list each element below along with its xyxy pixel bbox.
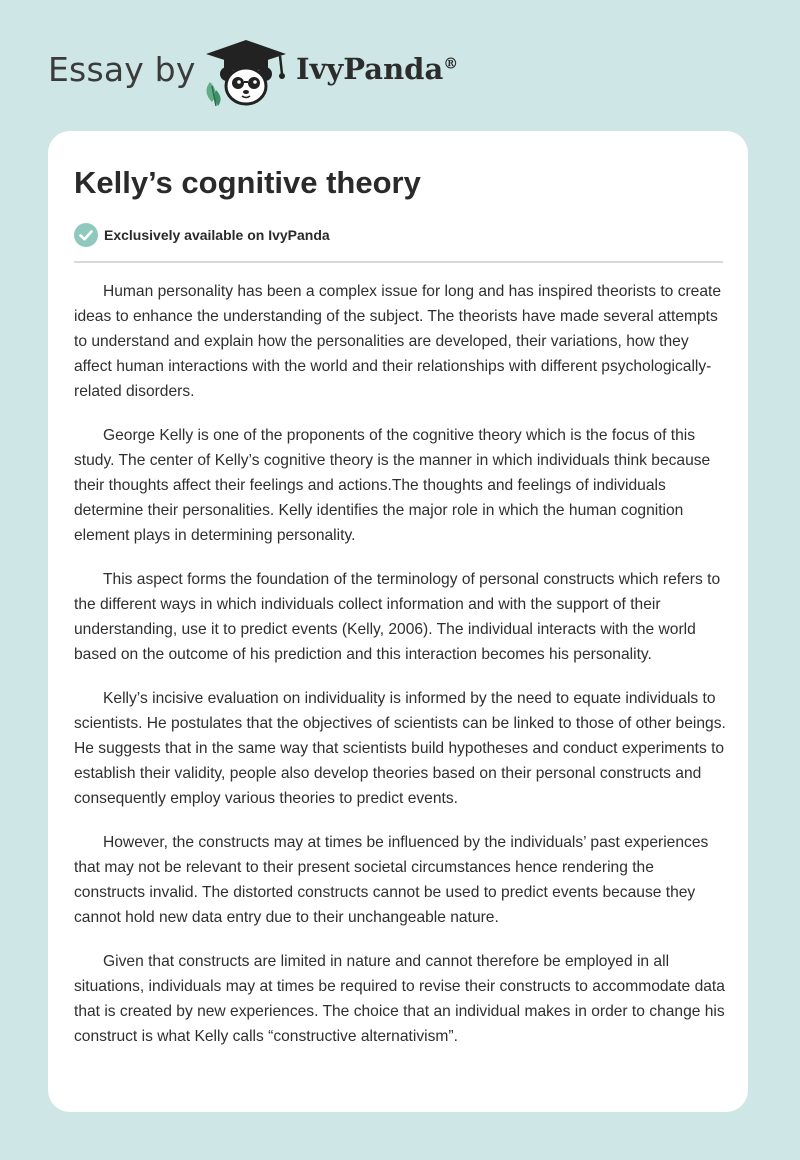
essay-by-label: Essay by	[48, 50, 196, 89]
paragraph: Kelly’s incisive evaluation on individuality is informed by the need to equate individuals to scientists. He postulates that the objectives of scientists can be linked to those of other beings. He suggests that in the same way that scientists build hypotheses and conduct experiments to establish their validity, people also develop theories based on their personal constructs and consequently employ various theories to predict events.	[74, 690, 726, 807]
check-circle-icon	[74, 223, 98, 247]
paragraph: Given that constructs are limited in nature and cannot therefore be employed in all situations, individuals may at times be required to revise their constructs to accommodate data that is created by new experiences. The choice that an individual makes in order to change his construct is what Kelly calls “constructive alternativism”.	[74, 953, 725, 1045]
paragraph: George Kelly is one of the proponents of the cognitive theory which is the focus of this study. The center of Kelly’s cognitive theory is the manner in which individuals think because their thoughts affect their feelings and actions.The thoughts and feelings of individuals determine their personalities. Kelly identifies the major role in which the human cognition element plays in determining personality.	[74, 427, 711, 544]
paragraph: This aspect forms the foundation of the terminology of personal constructs which refers to the different ways in which individuals collect information and with the support of their understanding, use it to predict events (Kelly, 2006). The individual interacts with the world based on the outcome of his prediction and this interaction becomes his personality.	[74, 571, 721, 663]
trademark-symbol: ®	[443, 54, 459, 73]
exclusive-badge	[74, 223, 330, 247]
paragraph: However, the constructs may at times be influenced by the individuals’ past experiences that may not be relevant to their present societal circumstances hence rendering the constructs invalid. The distorted constructs cannot be used to predict events because they cannot hold new data entry due to their unchangeable nature.	[74, 834, 709, 926]
title-divider	[74, 261, 723, 263]
essay-title: Kelly’s cognitive theory	[74, 165, 421, 200]
ivypanda-brand[interactable]: IvyPanda®	[296, 52, 459, 86]
essay-card	[48, 131, 748, 1112]
exclusive-text: Exclusively available on IvyPanda	[104, 227, 330, 243]
paragraph: Human personality has been a complex issue for long and has inspired theorists to create ideas to enhance the understanding of the subject. The theorists have made several attempts to understand and explain how the personalities are developed, their variations, how they affect human interactions with the world and their relationships with different psychologically-related disorders.	[74, 283, 722, 400]
essay-body	[74, 279, 726, 1068]
site-header	[0, 0, 800, 130]
graduation-panda-icon[interactable]	[200, 36, 292, 108]
